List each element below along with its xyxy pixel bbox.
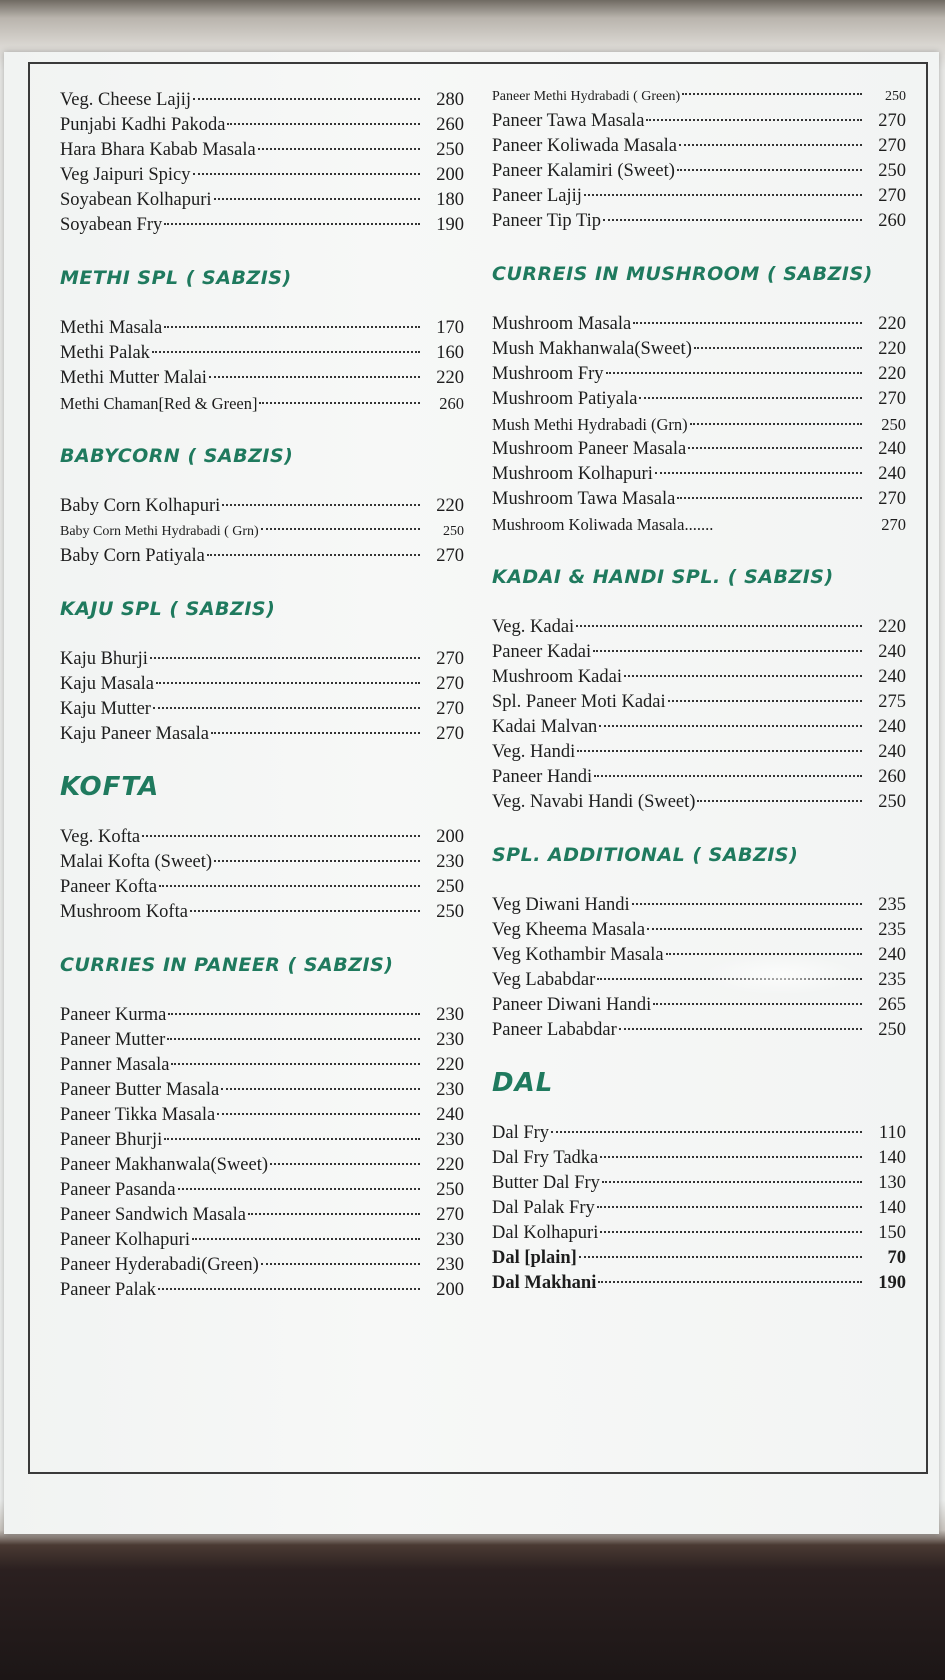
menu-item-name: Mush Methi Hydrabadi (Grn) xyxy=(492,415,688,434)
dot-leader xyxy=(259,402,420,404)
menu-item-price: 240 xyxy=(878,945,906,965)
menu-item-price: 220 xyxy=(436,1055,464,1075)
menu-item-price: 250 xyxy=(885,89,906,104)
left-column xyxy=(60,88,464,1303)
menu-item-price: 275 xyxy=(878,692,906,712)
menu-item-price: 270 xyxy=(878,186,906,206)
dot-leader xyxy=(164,223,420,225)
dot-leader xyxy=(209,376,420,378)
menu-item-name: Veg. Kadai xyxy=(492,617,575,637)
menu-item-dal-plain xyxy=(492,1246,906,1271)
menu-item-veg-kadai xyxy=(492,615,906,640)
menu-item-price: 140 xyxy=(878,1198,906,1218)
dot-leader xyxy=(164,326,420,328)
menu-item-name: Kaju Bhurji xyxy=(60,649,148,669)
menu-item-name: Paneer Mutter xyxy=(60,1030,166,1050)
menu-item-price: 270 xyxy=(878,136,906,156)
menu-item-mushroom-koliwada-masala xyxy=(492,512,906,537)
dot-leader xyxy=(677,497,862,499)
menu-item-price: 270 xyxy=(436,674,464,694)
dot-leader xyxy=(577,750,862,752)
menu-item-baby-corn-kolhapuri xyxy=(60,494,464,519)
menu-item-price: 270 xyxy=(436,649,464,669)
menu-item-name: Paneer Kalamiri (Sweet) xyxy=(492,161,675,181)
menu-section-list xyxy=(492,615,906,815)
menu-item-price: 230 xyxy=(436,852,464,872)
dot-leader xyxy=(193,98,420,100)
section-heading-kadai-handi-spl-sabzis: KADAI & HANDI SPL. ( SABZIS) xyxy=(492,566,834,588)
menu-item-kaju-bhurji xyxy=(60,647,464,672)
menu-item-name: Paneer Kolhapuri xyxy=(60,1230,190,1250)
menu-item-name: Mush Makhanwala(Sweet) xyxy=(492,339,692,359)
dot-leader xyxy=(677,169,862,171)
dot-leader xyxy=(690,423,862,425)
menu-item-price: 230 xyxy=(436,1230,464,1250)
menu-item-price: 220 xyxy=(436,496,464,516)
menu-item-price: 110 xyxy=(878,1123,906,1143)
dot-leader xyxy=(679,144,862,146)
menu-item-name: Dal Fry Tadka xyxy=(492,1148,599,1168)
menu-item-price: 230 xyxy=(436,1080,464,1100)
dot-leader xyxy=(248,1213,420,1215)
menu-item-name: Paneer Tikka Masala xyxy=(60,1105,216,1125)
menu-section-list xyxy=(60,494,464,569)
menu-item-name: Dal Fry xyxy=(492,1123,550,1143)
menu-item-price: 250 xyxy=(436,902,464,922)
menu-item-paneer-tikka-masala xyxy=(60,1103,464,1128)
dot-leader xyxy=(164,1138,420,1140)
menu-item-kaju-masala xyxy=(60,672,464,697)
menu-item-name: Paneer Koliwada Masala xyxy=(492,136,677,156)
menu-item-paneer-butter-masala xyxy=(60,1078,464,1103)
dot-leader xyxy=(171,1063,420,1065)
menu-item-name: Paneer Kadai xyxy=(492,642,592,662)
menu-item-dal-fry xyxy=(492,1121,906,1146)
menu-item-panner-masala xyxy=(60,1053,464,1078)
menu-section-list xyxy=(60,88,464,238)
menu-item-price: 190 xyxy=(878,1273,906,1293)
menu-item-price: 240 xyxy=(436,1105,464,1125)
dot-leader xyxy=(551,1131,862,1133)
dot-leader xyxy=(600,1156,862,1158)
menu-item-punjabi-kadhi-pakoda xyxy=(60,113,464,138)
menu-item-name: Paneer Palak xyxy=(60,1280,157,1300)
dot-leader xyxy=(258,148,420,150)
menu-item-price: 130 xyxy=(878,1173,906,1193)
menu-item-name: Paneer Kofta xyxy=(60,877,158,897)
menu-item-price: 160 xyxy=(436,343,464,363)
dot-leader xyxy=(152,351,420,353)
menu-item-name: Paneer Tawa Masala xyxy=(492,111,645,131)
dot-leader xyxy=(227,123,420,125)
menu-item-price: 250 xyxy=(878,792,906,812)
menu-item-mush-makhanwala-sweet xyxy=(492,337,906,362)
dot-leader xyxy=(190,910,420,912)
menu-item-dal-kolhapuri xyxy=(492,1221,906,1246)
menu-item-name: Paneer Diwani Handi xyxy=(492,995,652,1015)
dot-leader xyxy=(633,322,862,324)
menu-item-paneer-diwani-handi xyxy=(492,993,906,1018)
menu-item-price: 265 xyxy=(878,995,906,1015)
menu-item-name: Spl. Paneer Moti Kadai xyxy=(492,692,666,712)
dot-leader xyxy=(192,1238,420,1240)
menu-item-paneer-tip-tip xyxy=(492,209,906,234)
menu-item-name: Mushroom Koliwada Masala....... xyxy=(492,515,714,534)
menu-item-name: Paneer Pasanda xyxy=(60,1180,176,1200)
menu-item-kadai-malvan xyxy=(492,715,906,740)
menu-item-paneer-handi xyxy=(492,765,906,790)
dot-leader xyxy=(647,928,862,930)
dot-leader xyxy=(159,885,420,887)
dot-leader xyxy=(593,650,862,652)
menu-item-name: Veg Diwani Handi xyxy=(492,895,630,915)
menu-item-name: Paneer Methi Hydrabadi ( Green) xyxy=(492,89,681,104)
menu-item-name: Paneer Bhurji xyxy=(60,1130,163,1150)
menu-item-price: 220 xyxy=(878,364,906,384)
dot-leader xyxy=(142,835,420,837)
menu-item-soyabean-kolhapuri xyxy=(60,188,464,213)
menu-item-price: 240 xyxy=(878,742,906,762)
section-heading-spl-additional-sabzis: SPL. ADDITIONAL ( SABZIS) xyxy=(492,844,799,866)
menu-item-price: 260 xyxy=(436,115,464,135)
dot-leader xyxy=(597,1206,862,1208)
menu-item-price: 250 xyxy=(881,415,906,434)
menu-item-name: Mushroom Paneer Masala xyxy=(492,439,687,459)
dot-leader xyxy=(600,1231,862,1233)
menu-item-mush-methi-hydrabadi-grn xyxy=(492,412,906,437)
menu-item-name: Paneer Lababdar xyxy=(492,1020,617,1040)
menu-item-name: Veg Kheema Masala xyxy=(492,920,646,940)
menu-item-baby-corn-patiyala xyxy=(60,544,464,569)
dot-leader xyxy=(221,1088,420,1090)
menu-item-name: Paneer Kurma xyxy=(60,1005,167,1025)
menu-item-mushroom-tawa-masala xyxy=(492,487,906,512)
menu-item-price: 250 xyxy=(436,140,464,160)
menu-item-paneer-methi-hydrabadi-green xyxy=(492,84,906,109)
menu-item-veg-diwani-handi xyxy=(492,893,906,918)
menu-item-price: 250 xyxy=(436,877,464,897)
menu-item-paneer-mutter xyxy=(60,1028,464,1053)
dot-leader xyxy=(217,1113,420,1115)
menu-item-price: 235 xyxy=(878,970,906,990)
menu-section-list xyxy=(492,893,906,1043)
menu-item-name: Dal Palak Fry xyxy=(492,1198,595,1218)
menu-item-price: 240 xyxy=(878,642,906,662)
menu-item-name: Veg. Navabi Handi (Sweet) xyxy=(492,792,696,812)
menu-item-price: 250 xyxy=(878,1020,906,1040)
menu-section-list xyxy=(60,316,464,416)
menu-item-name: Paneer Makhanwala(Sweet) xyxy=(60,1155,269,1175)
menu-item-price: 200 xyxy=(436,1280,464,1300)
dot-leader xyxy=(666,953,862,955)
menu-item-name: Malai Kofta (Sweet) xyxy=(60,852,213,872)
menu-item-price: 250 xyxy=(436,1180,464,1200)
menu-item-paneer-tawa-masala xyxy=(492,109,906,134)
section-heading-dal: DAL xyxy=(492,1068,554,1098)
dot-leader xyxy=(193,173,420,175)
menu-item-dal-palak-fry xyxy=(492,1196,906,1221)
menu-item-price: 250 xyxy=(443,524,464,539)
menu-item-price: 270 xyxy=(436,1205,464,1225)
dot-leader xyxy=(158,1288,420,1290)
menu-item-name: Mushroom Kofta xyxy=(60,902,188,922)
menu-item-price: 250 xyxy=(878,161,906,181)
dot-leader xyxy=(211,732,420,734)
menu-item-malai-kofta-sweet xyxy=(60,850,464,875)
menu-item-veg-lababdar xyxy=(492,968,906,993)
menu-item-name: Paneer Sandwich Masala xyxy=(60,1205,246,1225)
menu-item-name: Mushroom Patiyala xyxy=(492,389,638,409)
menu-item-name: Paneer Tip Tip xyxy=(492,211,601,231)
menu-item-price: 170 xyxy=(436,318,464,338)
dot-leader xyxy=(694,347,862,349)
menu-item-paneer-kadai xyxy=(492,640,906,665)
menu-item-spl-paneer-moti-kadai xyxy=(492,690,906,715)
menu-item-price: 220 xyxy=(878,617,906,637)
menu-item-price: 280 xyxy=(436,90,464,110)
menu-item-veg-jaipuri-spicy xyxy=(60,163,464,188)
menu-item-name: Paneer Butter Masala xyxy=(60,1080,220,1100)
dot-leader xyxy=(632,903,862,905)
menu-item-mushroom-fry xyxy=(492,362,906,387)
menu-item-price: 240 xyxy=(878,439,906,459)
menu-item-price: 200 xyxy=(436,827,464,847)
menu-item-methi-palak xyxy=(60,341,464,366)
dot-leader xyxy=(598,1281,862,1283)
menu-item-paneer-makhanwala-sweet xyxy=(60,1153,464,1178)
menu-item-price: 230 xyxy=(436,1255,464,1275)
menu-item-name: Veg. Kofta xyxy=(60,827,141,847)
menu-item-dal-fry-tadka xyxy=(492,1146,906,1171)
dot-leader xyxy=(156,682,420,684)
dot-leader xyxy=(606,372,862,374)
menu-section-list xyxy=(492,312,906,537)
menu-item-name: Kaju Mutter xyxy=(60,699,151,719)
menu-item-name: Mushroom Masala xyxy=(492,314,632,334)
menu-item-mushroom-kofta xyxy=(60,900,464,925)
menu-item-methi-chaman-red-green xyxy=(60,391,464,416)
menu-item-veg-kheema-masala xyxy=(492,918,906,943)
section-heading-methi-spl-sabzis: METHI SPL ( SABZIS) xyxy=(60,267,292,289)
menu-item-price: 260 xyxy=(878,767,906,787)
menu-item-paneer-lababdar xyxy=(492,1018,906,1043)
menu-item-name: Methi Mutter Malai xyxy=(60,368,207,388)
dot-leader xyxy=(603,219,862,221)
menu-item-veg-kothambir-masala xyxy=(492,943,906,968)
menu-item-soyabean-fry xyxy=(60,213,464,238)
menu-item-name: Kaju Masala xyxy=(60,674,155,694)
menu-item-price: 240 xyxy=(878,464,906,484)
menu-item-name: Mushroom Kadai xyxy=(492,667,622,687)
dot-leader xyxy=(178,1188,420,1190)
menu-item-veg-handi xyxy=(492,740,906,765)
menu-item-price: 270 xyxy=(436,724,464,744)
menu-item-price: 70 xyxy=(887,1248,906,1268)
menu-item-methi-mutter-malai xyxy=(60,366,464,391)
menu-item-butter-dal-fry xyxy=(492,1171,906,1196)
menu-section-list xyxy=(60,1003,464,1303)
dot-leader xyxy=(576,625,862,627)
menu-item-kaju-paneer-masala xyxy=(60,722,464,747)
menu-item-baby-corn-methi-hydrabadi-grn xyxy=(60,519,464,544)
menu-item-name: Punjabi Kadhi Pakoda xyxy=(60,115,226,135)
menu-item-price: 180 xyxy=(436,190,464,210)
menu-item-price: 200 xyxy=(436,165,464,185)
menu-item-name: Dal Makhani xyxy=(492,1273,597,1293)
menu-item-name: Methi Palak xyxy=(60,343,150,363)
dot-leader xyxy=(214,198,420,200)
menu-item-price: 270 xyxy=(878,389,906,409)
dot-leader xyxy=(594,775,862,777)
menu-item-name: Baby Corn Patiyala xyxy=(60,546,205,566)
dot-leader xyxy=(619,1028,862,1030)
dot-leader xyxy=(207,554,420,556)
section-heading-curries-in-paneer-sabzis: CURRIES IN PANEER ( SABZIS) xyxy=(60,954,394,976)
menu-item-name: Paneer Lajij xyxy=(492,186,582,206)
menu-item-name: Dal Kolhapuri xyxy=(492,1223,599,1243)
dot-leader xyxy=(150,657,420,659)
right-column xyxy=(492,84,906,1296)
dot-leader xyxy=(168,1013,420,1015)
dot-leader xyxy=(584,194,862,196)
menu-item-name: Veg Lababdar xyxy=(492,970,596,990)
menu-item-mushroom-kolhapuri xyxy=(492,462,906,487)
menu-item-price: 240 xyxy=(878,717,906,737)
menu-item-name: Methi Chaman[Red & Green] xyxy=(60,394,258,413)
menu-item-veg-cheese-lajij xyxy=(60,88,464,113)
menu-item-paneer-kofta xyxy=(60,875,464,900)
menu-item-veg-navabi-handi-sweet xyxy=(492,790,906,815)
menu-item-name: Veg Kothambir Masala xyxy=(492,945,664,965)
dot-leader xyxy=(214,860,420,862)
menu-item-price: 150 xyxy=(878,1223,906,1243)
menu-item-name: Methi Masala xyxy=(60,318,163,338)
menu-item-paneer-kolhapuri xyxy=(60,1228,464,1253)
menu-item-paneer-pasanda xyxy=(60,1178,464,1203)
menu-item-price: 140 xyxy=(878,1148,906,1168)
dot-leader xyxy=(153,707,420,709)
dot-leader xyxy=(646,119,862,121)
menu-item-name: Paneer Handi xyxy=(492,767,593,787)
dot-leader xyxy=(655,472,862,474)
dot-leader xyxy=(599,725,862,727)
dot-leader xyxy=(639,397,862,399)
menu-item-mushroom-patiyala xyxy=(492,387,906,412)
dot-leader xyxy=(261,528,420,530)
menu-item-price: 240 xyxy=(878,667,906,687)
menu-item-name: Mushroom Fry xyxy=(492,364,604,384)
menu-item-paneer-hyderabadi-green xyxy=(60,1253,464,1278)
dot-leader xyxy=(261,1263,420,1265)
menu-item-price: 220 xyxy=(878,339,906,359)
menu-item-mushroom-paneer-masala xyxy=(492,437,906,462)
menu-item-name: Hara Bhara Kabab Masala xyxy=(60,140,256,160)
menu-section-list xyxy=(60,647,464,747)
menu-section-list xyxy=(492,84,906,234)
menu-section-list xyxy=(492,1121,906,1296)
menu-item-price: 270 xyxy=(436,699,464,719)
menu-item-name: Baby Corn Methi Hydrabadi ( Grn) xyxy=(60,524,259,539)
menu-item-price: 260 xyxy=(878,211,906,231)
menu-item-name: Veg Jaipuri Spicy xyxy=(60,165,191,185)
menu-item-name: Mushroom Kolhapuri xyxy=(492,464,653,484)
menu-item-kaju-mutter xyxy=(60,697,464,722)
dot-leader xyxy=(270,1163,420,1165)
menu-item-paneer-kurma xyxy=(60,1003,464,1028)
menu-item-price: 220 xyxy=(878,314,906,334)
menu-item-name: Kadai Malvan xyxy=(492,717,598,737)
menu-item-hara-bhara-kabab-masala xyxy=(60,138,464,163)
menu-item-name: Panner Masala xyxy=(60,1055,170,1075)
dot-leader xyxy=(688,447,862,449)
menu-item-name: Veg. Handi xyxy=(492,742,576,762)
menu-item-price: 270 xyxy=(878,489,906,509)
menu-item-methi-masala xyxy=(60,316,464,341)
menu-item-name: Baby Corn Kolhapuri xyxy=(60,496,221,516)
section-heading-kaju-spl-sabzis: KAJU SPL ( SABZIS) xyxy=(60,598,276,620)
menu-item-name: Mushroom Tawa Masala xyxy=(492,489,676,509)
menu-item-mushroom-kadai xyxy=(492,665,906,690)
menu-item-price: 230 xyxy=(436,1030,464,1050)
dot-leader xyxy=(682,93,862,95)
dot-leader xyxy=(579,1256,862,1258)
menu-item-name: Dal [plain] xyxy=(492,1248,577,1268)
menu-item-paneer-bhurji xyxy=(60,1128,464,1153)
menu-item-price: 235 xyxy=(878,920,906,940)
dot-leader xyxy=(697,800,862,802)
menu-item-name: Kaju Paneer Masala xyxy=(60,724,209,744)
menu-item-price: 270 xyxy=(881,515,906,534)
menu-item-price: 220 xyxy=(436,368,464,388)
menu-item-price: 230 xyxy=(436,1005,464,1025)
menu-item-price: 260 xyxy=(439,394,464,413)
section-heading-curreis-in-mushroom-sabzis: CURREIS IN MUSHROOM ( SABZIS) xyxy=(492,263,873,285)
section-heading-kofta: KOFTA xyxy=(60,772,160,802)
dot-leader xyxy=(624,675,862,677)
dot-leader xyxy=(653,1003,862,1005)
menu-item-name: Paneer Hyderabadi(Green) xyxy=(60,1255,259,1275)
dot-leader xyxy=(597,978,862,980)
menu-item-veg-kofta xyxy=(60,825,464,850)
menu-item-paneer-palak xyxy=(60,1278,464,1303)
menu-item-price: 270 xyxy=(878,111,906,131)
menu-section-list xyxy=(60,825,464,925)
menu-item-dal-makhani xyxy=(492,1271,906,1296)
menu-item-price: 220 xyxy=(436,1155,464,1175)
dot-leader xyxy=(668,700,862,702)
dot-leader xyxy=(602,1181,862,1183)
menu-item-name: Soyabean Kolhapuri xyxy=(60,190,212,210)
menu-item-mushroom-masala xyxy=(492,312,906,337)
section-heading-babycorn-sabzis: BABYCORN ( SABZIS) xyxy=(60,445,294,467)
menu-item-paneer-lajij xyxy=(492,184,906,209)
menu-item-paneer-koliwada-masala xyxy=(492,134,906,159)
menu-item-name: Veg. Cheese Lajij xyxy=(60,90,191,110)
dot-leader xyxy=(167,1038,420,1040)
menu-item-paneer-sandwich-masala xyxy=(60,1203,464,1228)
menu-item-price: 230 xyxy=(436,1130,464,1150)
menu-item-name: Soyabean Fry xyxy=(60,215,163,235)
dot-leader xyxy=(222,504,420,506)
menu-item-name: Butter Dal Fry xyxy=(492,1173,600,1193)
menu-item-paneer-kalamiri-sweet xyxy=(492,159,906,184)
menu-item-price: 190 xyxy=(436,215,464,235)
menu-item-price: 270 xyxy=(436,546,464,566)
menu-item-price: 235 xyxy=(878,895,906,915)
